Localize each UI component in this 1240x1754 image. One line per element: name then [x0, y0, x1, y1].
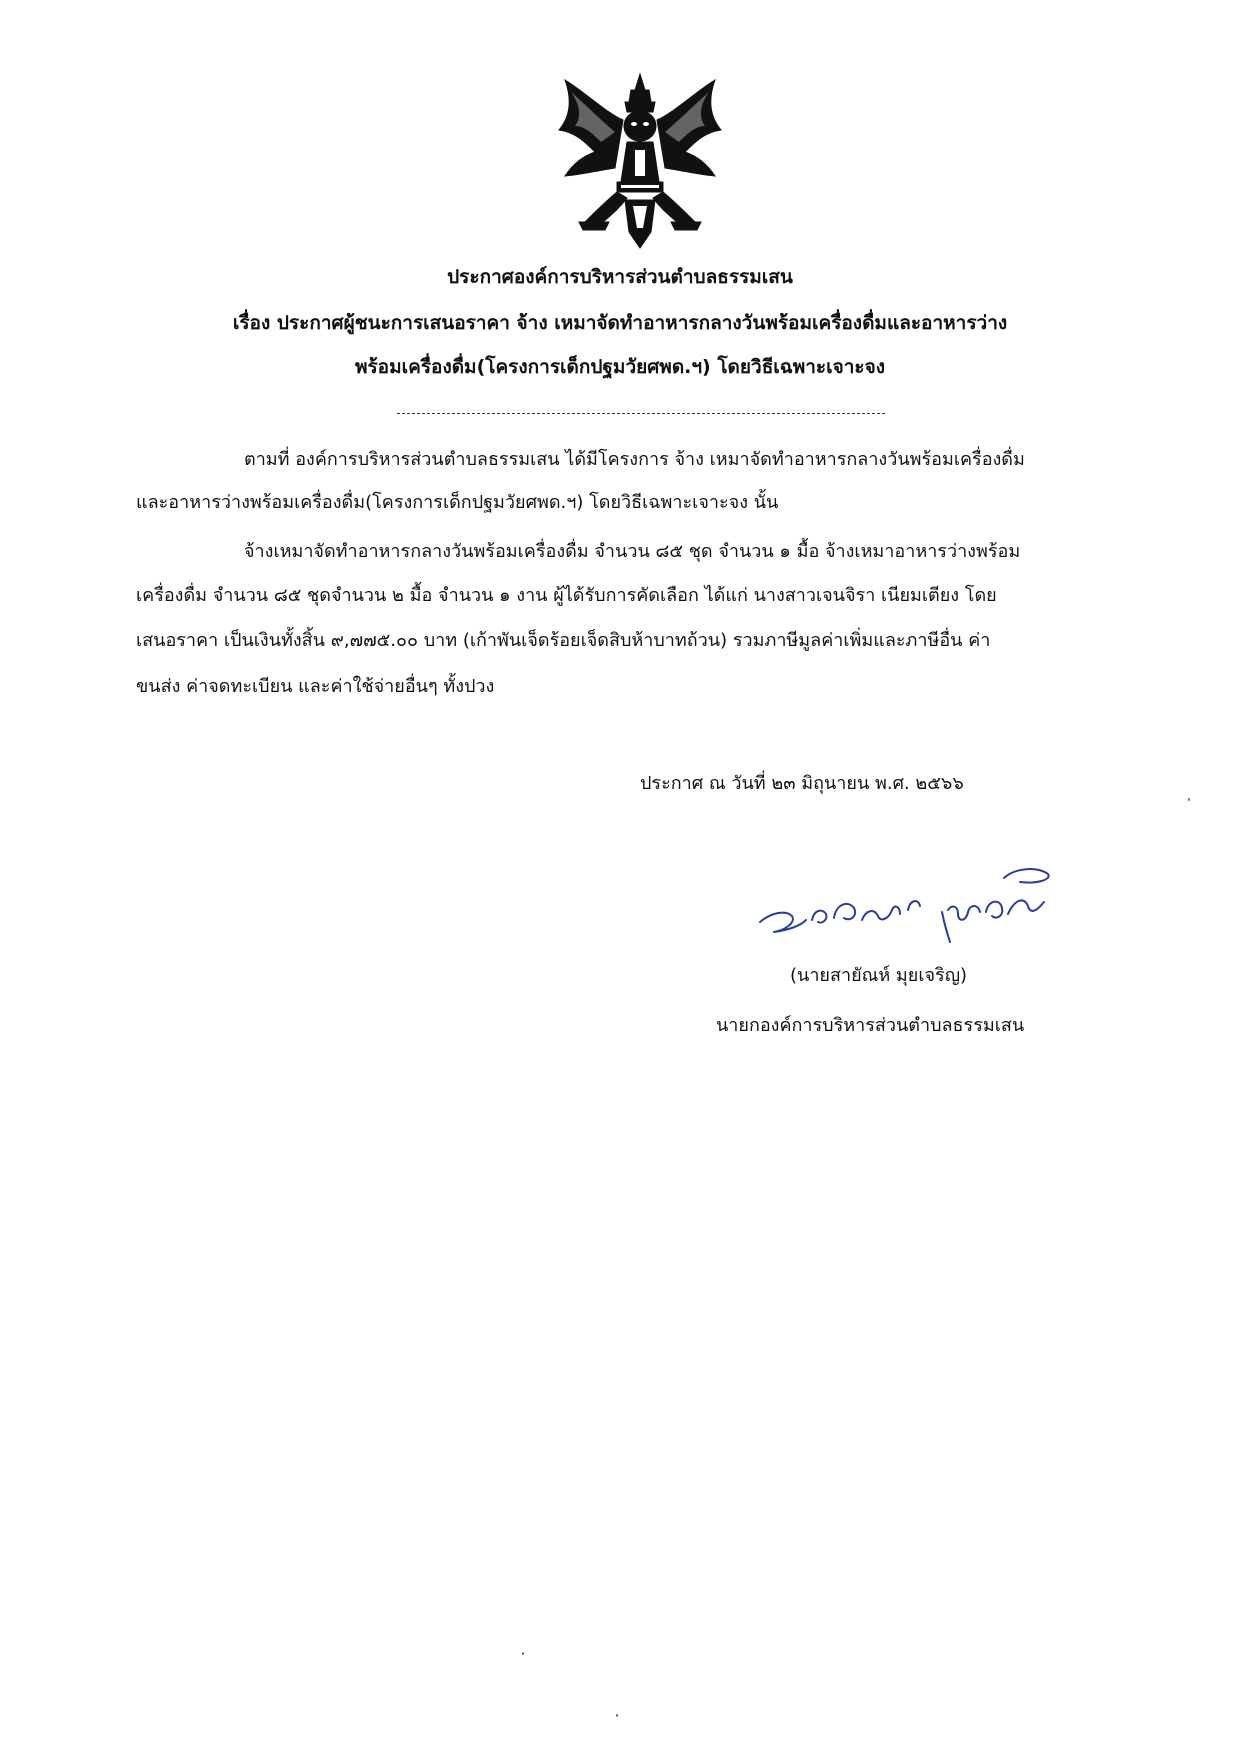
garuda-emblem-icon	[555, 72, 725, 250]
paragraph-2-line-2: เครื่องดื่ม จำนวน ๘๕ ชุดจำนวน ๒ มื้อ จำนวน ๑ งาน ผู้ได้รับการคัดเลือก ได้แก่ นางสาวเจนจิรา เนียมเตียง โดย	[136, 585, 997, 606]
signer-position: นายกองค์การบริหารส่วนตำบลธรรมเสน	[716, 1015, 1025, 1036]
scan-speck	[616, 1714, 618, 1717]
paragraph-2-line-4: ขนส่ง ค่าจดทะเบียน และค่าใช้จ่ายอื่นๆ ทั้งปวง	[136, 676, 495, 697]
announcement-subject: เรื่อง ประกาศผู้ชนะการเสนอราคา จ้าง เหมาจัดทำอาหารกลางวันพร้อมเครื่องดื่มและอาหารว่าง	[232, 312, 1008, 334]
scan-speck	[522, 1652, 524, 1655]
announcement-date: ประกาศ ณ วันที่ ๒๓ มิถุนายน พ.ศ. ๒๕๖๖	[640, 773, 964, 794]
paragraph-1-line-2: และอาหารว่างพร้อมเครื่องดื่ม(โครงการเด็กปฐมวัยศพด.ฯ) โดยวิธีเฉพาะเจาะจง นั้น	[136, 492, 779, 513]
paragraph-2-line-3: เสนอราคา เป็นเงินทั้งสิ้น ๙,๗๗๕.๐๐ บาท (เก้าพันเจ็ดร้อยเจ็ดสิบห้าบาทถ้วน) รวมภาษีมูลค่าเพิ่มและภาษีอื่น ค่า	[136, 630, 991, 651]
header-divider	[397, 413, 885, 414]
announcement-title: ประกาศองค์การบริหารส่วนตำบลธรรมเสน	[447, 266, 793, 288]
paragraph-2-line-1: จ้างเหมาจัดทำอาหารกลางวันพร้อมเครื่องดื่ม จำนวน ๘๕ ชุด จำนวน ๑ มื้อ จ้างเหมาอาหารว่างพร้อม	[244, 541, 1021, 562]
handwritten-signature	[752, 860, 1064, 944]
scan-speck	[1188, 798, 1190, 801]
signer-name: (นายสายัณห์ มุยเจริญ)	[790, 965, 968, 986]
announcement-subject-continued: พร้อมเครื่องดื่ม(โครงการเด็กปฐมวัยศพด.ฯ) โดยวิธีเฉพาะเจาะจง	[354, 356, 886, 378]
paragraph-1-line-1: ตามที่ องค์การบริหารส่วนตำบลธรรมเสน ได้มีโครงการ จ้าง เหมาจัดทำอาหารกลางวันพร้อมเครื่องดื่ม	[244, 449, 1025, 470]
